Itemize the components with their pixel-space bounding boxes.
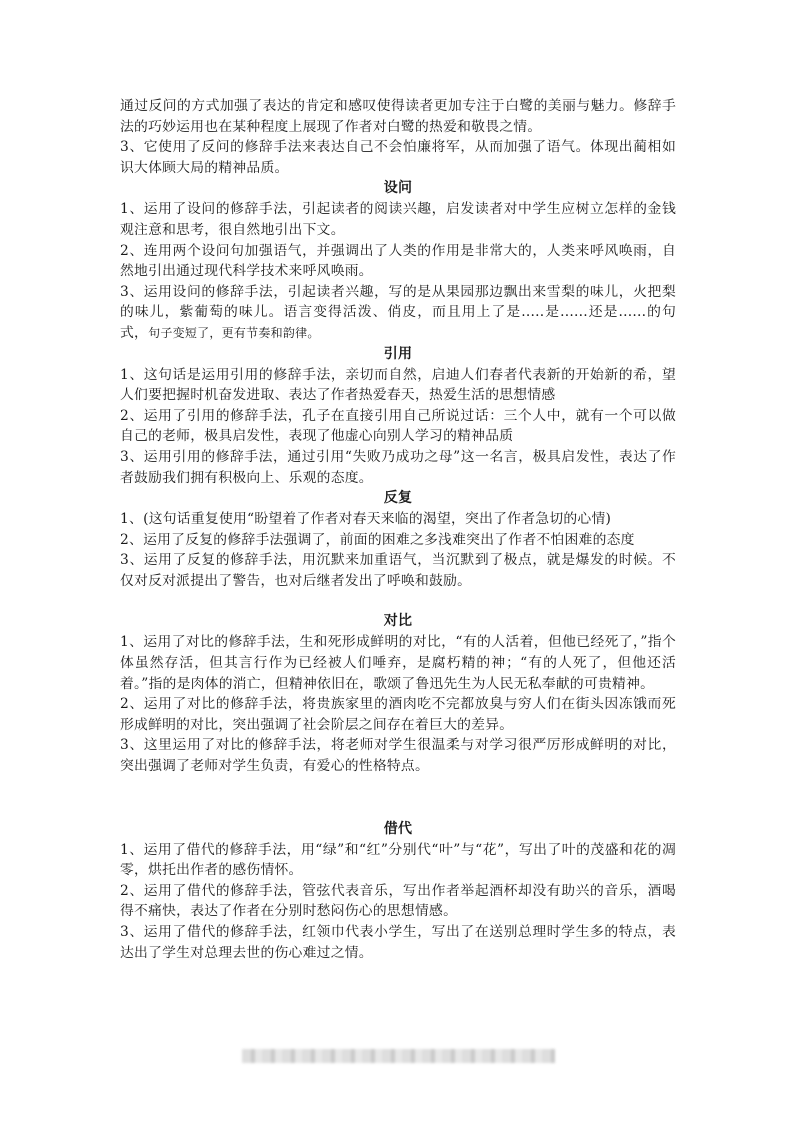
section-spacer (120, 777, 676, 819)
fanfu-item-2: 2、运用了反复的修辞手法强调了，前面的困难之多浅难突出了作者不怕困难的态度 (120, 531, 635, 548)
shewen-item-3-tail: 句子变短了，更有节奏和韵律。 (148, 325, 320, 340)
yinyong-item-2: 2、运用了引用的修辞手法，孔子在直接引用自己所说过话：三个人中，就有一个可以做自己的老师，极具启发性，表现了他虚心向别人学习的精神品质 (120, 407, 676, 445)
yinyong-item-3: 3、运用引用的修辞手法，通过引用“失败乃成功之母”这一名言，极具启发性，表达了作者鼓励我们拥有积极向上、乐观的态度。 (120, 448, 676, 486)
document-body (120, 96, 676, 963)
shewen-item-2: 2、连用两个设问句加强语气，并强调出了人类的作用是非常大的，人类来呼风唤雨，自然地引出通过现代科学技术来呼风唤雨。 (120, 242, 676, 280)
section-heading-yinyong: 引用 (383, 345, 413, 362)
shewen-item-3 (120, 282, 676, 344)
fanfu-item-1: 1、(这句话重复使用“盼望着了作者对春天来临的渴望，突出了作者急切的心情) (120, 511, 612, 528)
section-heading-duibi: 对比 (383, 613, 413, 630)
shewen-item-1: 1、运用了设问的修辞手法，引起读者的阅读兴趣，启发读者对中学生应树立怎样的金钱观注意和思考，很自然地引出下文。 (120, 201, 676, 238)
duibi-item-1: 1、运用了对比的修辞手法，生和死形成鲜明的对比，“有的人活着，但他已经死了，”指个体虽然存活，但其言行作为已经被人们唾弃，是腐朽精的神；“有的人死了，但他还活着。”指的是肉体的消亡，但精神依旧在，歌颂了鲁迅先生为人民无私奉献的可贵精神。 (120, 634, 676, 692)
section-spacer (120, 591, 676, 611)
blurred-footer-watermark (242, 1049, 555, 1063)
shewen-item-3-main: 3、运用设问的修辞手法，引起读者兴趣，写的是从果园那边飘出来雪梨的味儿，火把梨的味儿，紫葡萄的味儿。语言变得活泼、俏皮，而且用上了是.....是......还是......的句式， (120, 283, 676, 341)
fanfu-item-3: 3、运用了反复的修辞手法，用沉默来加重语气，当沉默到了极点，就是爆发的时候。不仅对反对派提出了警告，也对后继者发出了呼唤和鼓励。 (120, 552, 676, 589)
intro-paragraph-1: 通过反问的方式加强了表达的肯定和感叹使得读者更加专注于白鹭的美丽与魅力。修辞手法的巧妙运用也在某种程度上展现了作者对白鹭的热爱和敬畏之情。 (120, 98, 676, 135)
section-heading-jiedai: 借代 (383, 820, 413, 837)
duibi-item-2: 2、运用了对比的修辞手法，将贵族家里的酒肉吃不完都放臭与穷人们在街头因冻饿而死形成鲜明的对比，突出强调了社会阶层之间存在着巨大的差异。 (120, 696, 676, 733)
section-heading-fanfu: 反复 (383, 490, 413, 507)
jiedai-item-3: 3、运用了借代的修辞手法，红领巾代表小学生，写出了在送别总理时学生多的特点，表达出了学生对总理去世的伤心难过之情。 (120, 924, 676, 961)
duibi-item-3: 3、这里运用了对比的修辞手法，将老师对学生很温柔与对学习很严厉形成鲜明的对比，突出强调了老师对学生负责，有爱心的性格特点。 (120, 737, 676, 775)
jiedai-item-1: 1、运用了借代的修辞手法，用“绿”和“红”分别代“叶”与“花”，写出了叶的茂盛和花的凋零，烘托出作者的感伤情怀。 (120, 841, 676, 879)
section-heading-shewen: 设问 (383, 180, 413, 197)
intro-paragraph-2: 3、它使用了反问的修辞手法来表达自己不会怕廉将军，从而加强了语气。体现出蔺相如识大体顾大局的精神品质。 (120, 139, 676, 176)
yinyong-item-1: 1、这句话是运用引用的修辞手法，亲切而自然，启迪人们春者代表新的开始新的希，望人们要把握时机奋发进取、表达了作者热爱春天，热爱生活的思想情感 (120, 366, 676, 404)
jiedai-item-2: 2、运用了借代的修辞手法，管弦代表音乐，写出作者举起酒杯却没有助兴的音乐，酒喝得不痛快，表达了作者在分别时愁闷伤心的思想情感。 (120, 882, 676, 920)
